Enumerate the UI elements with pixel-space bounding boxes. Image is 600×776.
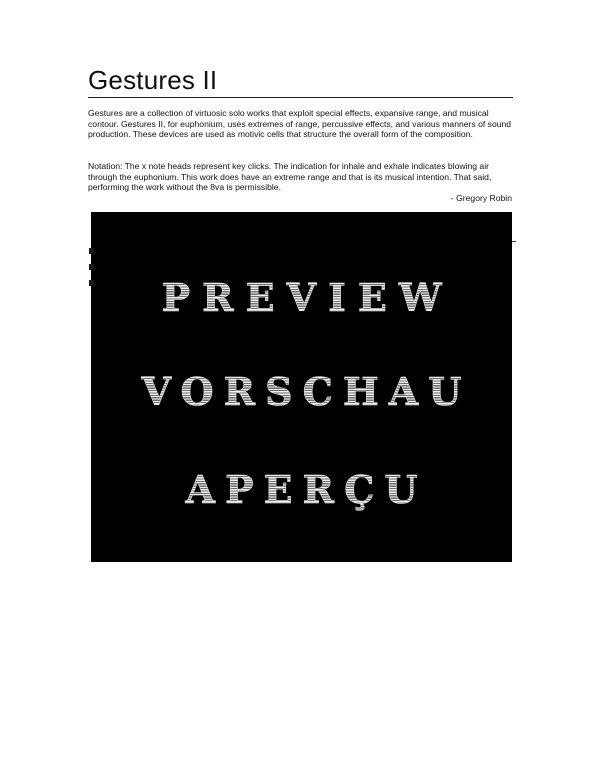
edge-mark [89,248,94,254]
title-divider [88,97,513,98]
edge-mark [89,264,94,270]
intro-paragraph: Gestures are a collection of virtuosic solo works that exploit special effects, expansive range, and musical contour. Gestures II, for euphonium, uses extremes of range, percussive effects, and various manners of sound production. These devices are used as motivic cells that structure the overall form of the composition. [88,108,512,140]
author-credit: - Gregory Robin [450,193,512,203]
panel-edge-mark [512,241,516,242]
watermark-preview: PREVIEW [91,276,512,320]
watermark-vorschau: VORSCHAU [91,370,512,414]
watermark-apercu: APERÇU [91,468,512,512]
notation-paragraph: Notation: The x note heads represent key clicks. The indication for inhale and exhale indicates blowing air through the euphonium. This work does have an extreme range and that is its musical intention. That said, performing the work without the 8va is permissible. [88,161,492,193]
preview-watermark-panel [91,212,512,562]
page-title: Gestures II [88,65,218,95]
